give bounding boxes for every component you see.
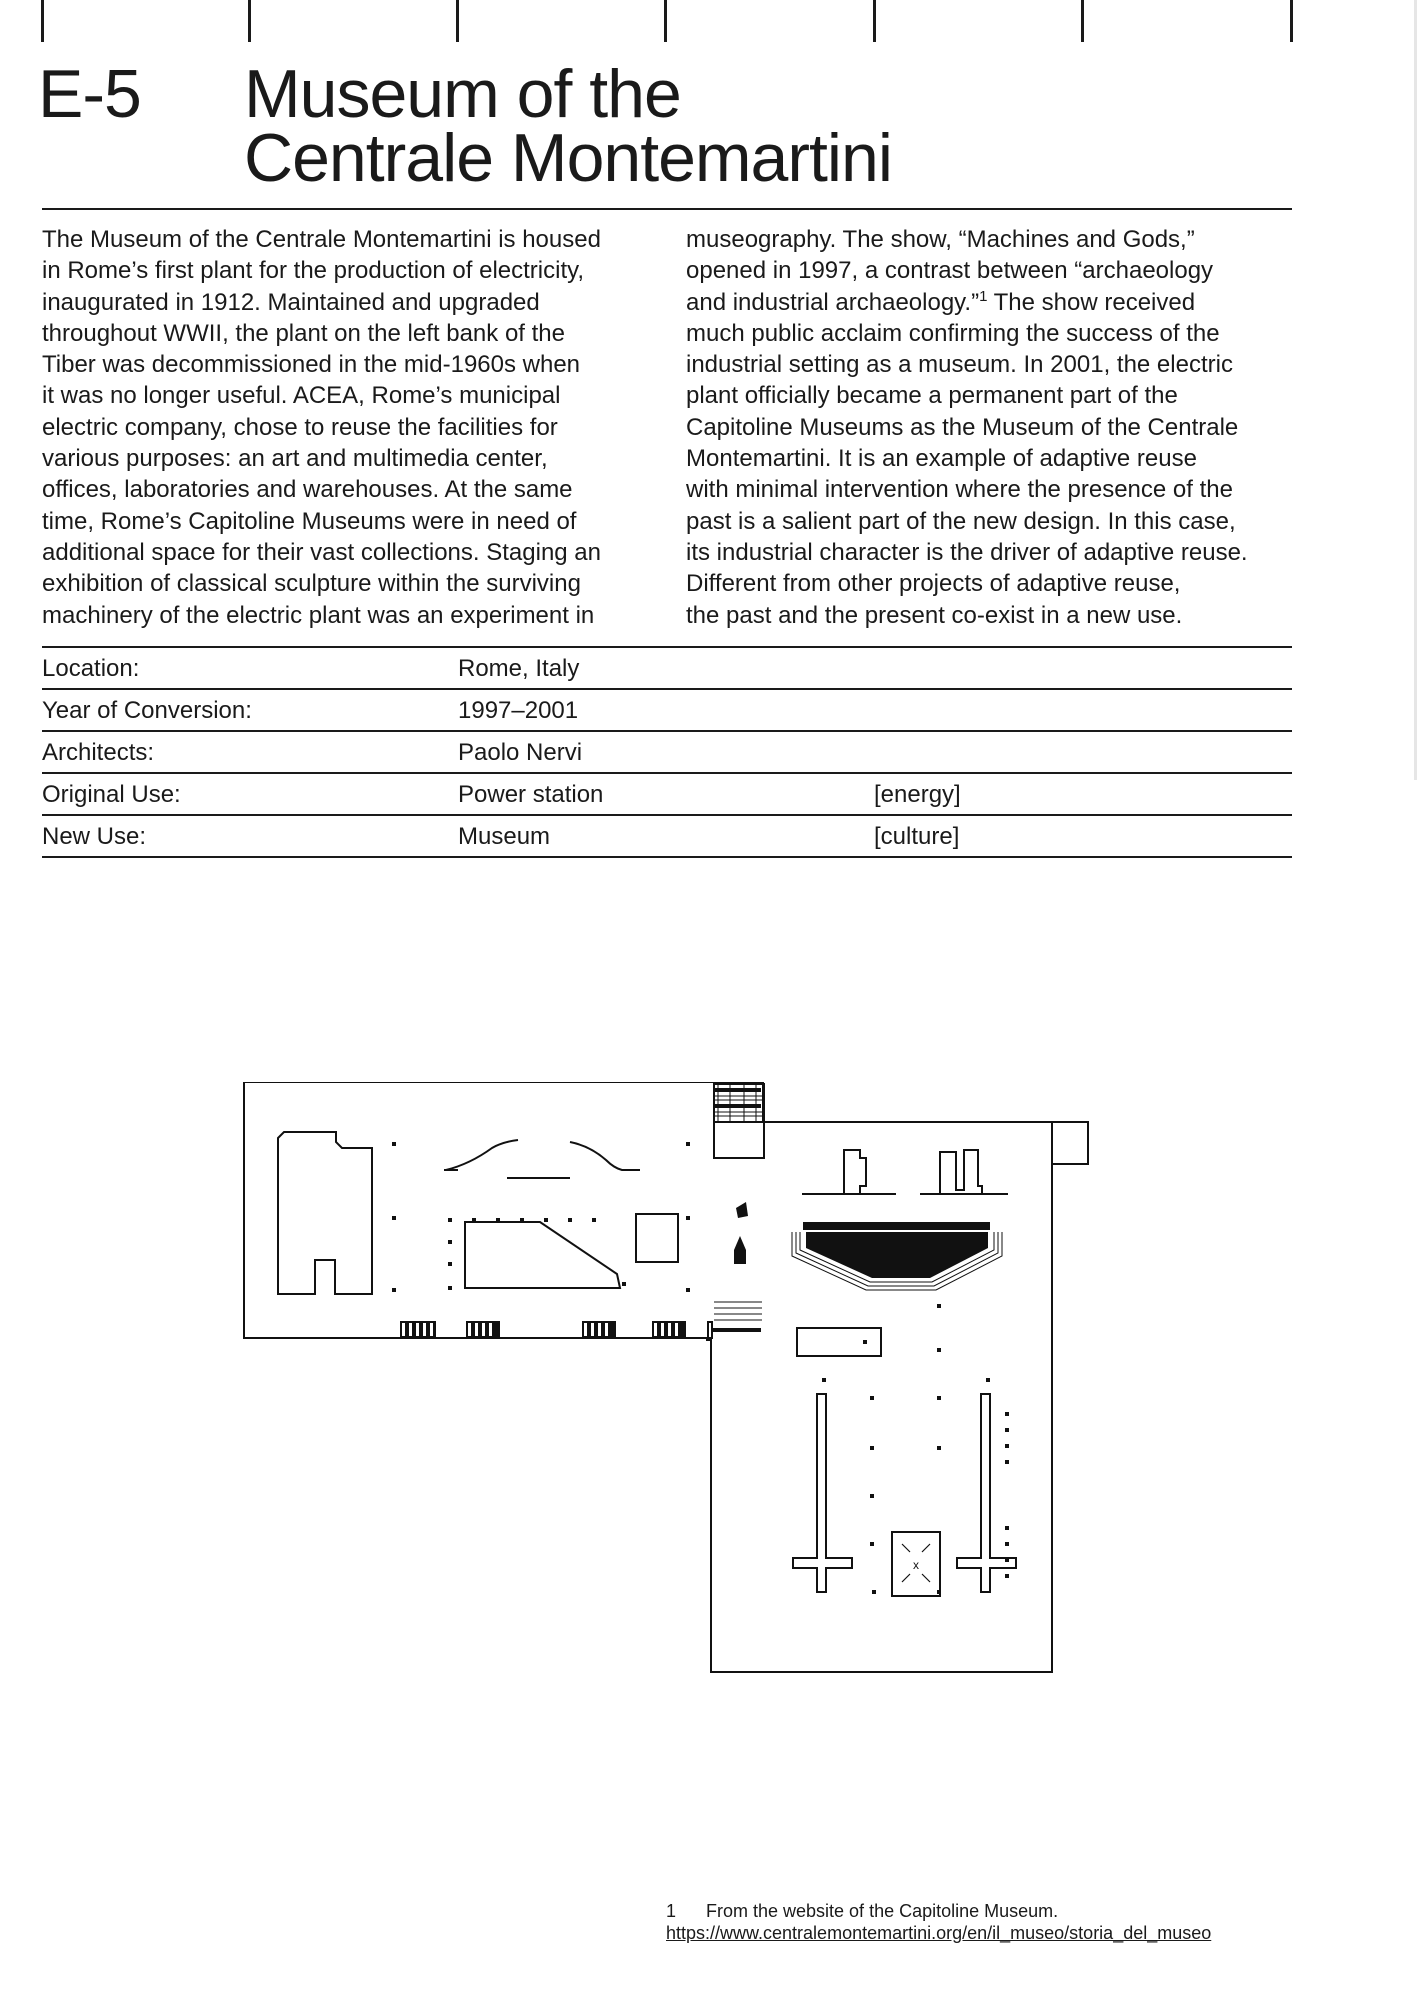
column [448, 1218, 452, 1222]
column [592, 1218, 596, 1222]
text-line: exhibition of classical sculpture within the surviving [42, 570, 581, 598]
text-line: throughout WWII, the plant on the left bank of the [42, 319, 565, 347]
entry-code: E-5 [38, 56, 141, 132]
info-row-architects [42, 732, 1292, 774]
column [686, 1142, 690, 1146]
column [870, 1396, 874, 1400]
info-category-tag: [culture] [874, 823, 960, 850]
text-line: additional space for their vast collections. Staging an [42, 538, 601, 566]
footnote-text: From the website of the Capitoline Museum. [706, 1901, 1059, 1921]
text-line: Montemartini. It is an example of adaptive reuse [686, 445, 1197, 473]
display-stand [920, 1150, 1008, 1194]
window-grille [713, 1328, 761, 1332]
text-line: The Museum of the Centrale Montemartini is housed [42, 226, 601, 253]
column [1005, 1574, 1009, 1578]
info-value: 1997–2001 [458, 697, 579, 724]
column [1005, 1460, 1009, 1464]
text-line: opened in 1997, a contrast between “archaeology [686, 257, 1214, 285]
column [870, 1542, 874, 1546]
column [1005, 1412, 1009, 1416]
turbine-base [734, 1236, 746, 1264]
column [937, 1396, 941, 1400]
title-line-2: Centrale Montemartini [244, 120, 892, 196]
tick-mark [1081, 0, 1084, 42]
column [448, 1240, 452, 1244]
display-case [797, 1328, 881, 1356]
text-line-with-footnote [686, 287, 1314, 318]
column [1005, 1428, 1009, 1432]
info-label: New Use: [42, 823, 147, 850]
column [568, 1218, 572, 1222]
text-line: time, Rome’s Capitoline Museums were in need of [42, 507, 577, 535]
column [392, 1142, 396, 1146]
text-line: plant officially became a permanent part of the [686, 382, 1178, 410]
column [448, 1286, 452, 1290]
info-label: Architects: [42, 739, 155, 766]
plan-marker: x [913, 1558, 919, 1572]
window-grille [713, 1088, 761, 1092]
column [392, 1216, 396, 1220]
footnote-reference[interactable]: 1 [979, 287, 988, 305]
column [863, 1340, 867, 1344]
turbine-base [806, 1232, 988, 1278]
machine-block [636, 1214, 678, 1262]
column [392, 1288, 396, 1292]
tick-mark [664, 0, 667, 42]
column [448, 1262, 452, 1266]
text-line: Tiber was decommissioned in the mid-1960s when [42, 351, 581, 379]
info-value: Museum [458, 823, 551, 850]
column [986, 1378, 990, 1382]
info-row-original-use [42, 774, 1292, 816]
top-tick-ruler [0, 0, 1417, 44]
title-line-1: Museum of the [244, 56, 681, 132]
text-line: inaugurated in 1912. Maintained and upgraded [42, 288, 540, 316]
text-fragment: The show received [987, 288, 1196, 316]
column [520, 1218, 524, 1222]
window-grille [713, 1104, 761, 1108]
column [1005, 1526, 1009, 1530]
text-line: industrial setting as a museum. In 2001, the electric [686, 351, 1233, 379]
text-line: museography. The show, “Machines and Gods,” [686, 226, 1195, 253]
column [870, 1446, 874, 1450]
tick-mark [41, 0, 44, 42]
column [622, 1282, 626, 1286]
text-line: past is a salient part of the new design. In this case, [686, 507, 1236, 535]
info-label: Original Use: [42, 781, 181, 808]
info-label: Year of Conversion: [42, 697, 252, 724]
text-line: much public acclaim confirming the success of the [686, 319, 1220, 347]
column [937, 1446, 941, 1450]
column [544, 1218, 548, 1222]
gallery-wall [793, 1394, 852, 1592]
arch [570, 1142, 640, 1170]
tick-mark [1290, 0, 1293, 42]
text-fragment: and industrial archaeology.” [686, 288, 980, 316]
text-line: Capitoline Museums as the Museum of the Centrale [686, 413, 1239, 441]
column [472, 1218, 476, 1222]
machine-block [278, 1132, 372, 1294]
text-line: its industrial character is the driver of adaptive reuse. [686, 538, 1248, 566]
footnote-link[interactable]: https://www.centralemontemartini.org/en/il_museo/storia_del_museo [666, 1923, 1212, 1943]
text-line: offices, laboratories and warehouses. At the same [42, 476, 573, 504]
stair-block [714, 1122, 764, 1158]
column [872, 1590, 876, 1594]
info-value: Power station [458, 781, 604, 808]
column [1005, 1542, 1009, 1546]
column [937, 1304, 941, 1308]
column [822, 1378, 826, 1382]
column [937, 1348, 941, 1352]
info-row-year [42, 690, 1292, 732]
arch [446, 1140, 518, 1170]
tick-mark [456, 0, 459, 42]
info-value: Rome, Italy [458, 655, 580, 682]
machine-block [465, 1222, 620, 1288]
turbine-base [736, 1202, 748, 1218]
text-line: in Rome’s first plant for the production of electricity, [42, 257, 585, 285]
column [496, 1218, 500, 1222]
info-row-location [42, 648, 1292, 690]
text-line: it was no longer useful. ACEA, Rome’s municipal [42, 382, 561, 410]
tick-mark [873, 0, 876, 42]
tick-mark [248, 0, 251, 42]
header-divider [42, 208, 1292, 210]
info-row-new-use [42, 816, 1292, 858]
gallery-wall [957, 1394, 1016, 1592]
text-line: the past and the present co-exist in a new use. [686, 601, 1183, 629]
turbine-base [803, 1222, 990, 1230]
footnote-number: 1 [666, 1901, 677, 1921]
info-label: Location: [42, 655, 140, 682]
column [686, 1288, 690, 1292]
display-stand [802, 1150, 896, 1194]
info-category-tag: [energy] [874, 781, 961, 808]
text-line: machinery of the electric plant was an experiment in [42, 601, 595, 629]
building-outline [244, 1082, 1088, 1672]
text-line: with minimal intervention where the presence of the [686, 476, 1233, 504]
body-column-right [686, 224, 1314, 631]
body-column-left [42, 224, 670, 631]
stair-block [708, 1322, 712, 1338]
text-line: Different from other projects of adaptive reuse, [686, 570, 1181, 598]
text-line: electric company, chose to reuse the facilities for [42, 413, 558, 441]
column [1005, 1558, 1009, 1562]
floor-plan-drawing [240, 1082, 1090, 1682]
column [686, 1216, 690, 1220]
column [870, 1494, 874, 1498]
window-grille [714, 1084, 762, 1320]
info-value: Paolo Nervi [458, 739, 583, 766]
page-title [244, 56, 1294, 196]
text-line: various purposes: an art and multimedia center, [42, 445, 548, 473]
column [1005, 1444, 1009, 1448]
project-info-table [42, 646, 1292, 858]
column [937, 1590, 941, 1594]
